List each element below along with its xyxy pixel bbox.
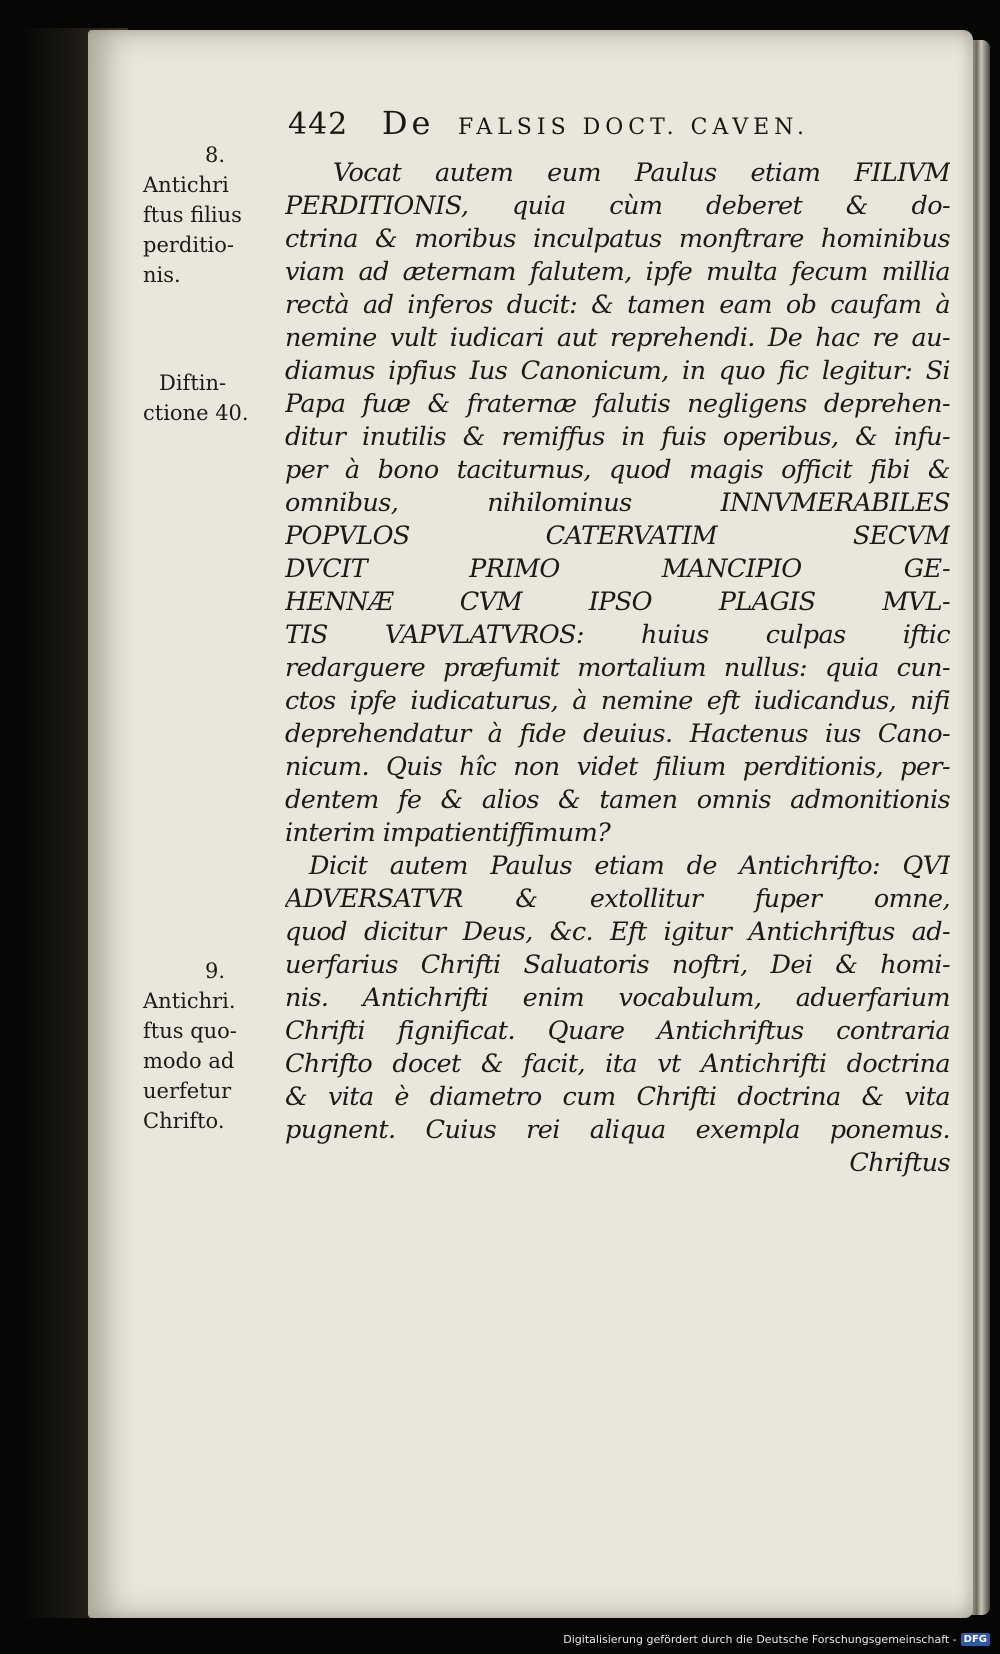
- catchword: Chriftus: [849, 1148, 950, 1178]
- margin-note-line: Chrifto.: [143, 1109, 225, 1133]
- text-line: per à bono taciturnus, quod magis officit fibi &: [285, 455, 950, 485]
- text-line: Chrifti fignificat. Quare Antichriftus contraria: [285, 1016, 950, 1046]
- text-line: diamus ipfius Ius Canonicum, in quo fic legitur: Si: [285, 356, 950, 386]
- text-line: dentem fe & alios & tamen omnis admonitionis: [285, 785, 950, 815]
- text-line: TIS VAPVLATVROS: huius culpas iftic: [285, 620, 950, 650]
- running-title-rest: FALSIS DOCT. CAVEN.: [457, 115, 809, 140]
- margin-note-line: ftus filius: [143, 203, 242, 227]
- dfg-logo: DFG: [961, 1633, 990, 1646]
- margin-note-line: nis.: [143, 263, 181, 287]
- text-line: ctos ipfe iudicaturus, à nemine eft iudicandus, nifi: [285, 686, 950, 716]
- margin-note-antichrist-adversary: [143, 956, 237, 1136]
- digitization-credit: [563, 1633, 990, 1646]
- text-line: PERDITIONIS, quia cùm deberet & do-: [285, 191, 950, 221]
- text-line: nemine vult iudicari aut reprehendi. De hac re au-: [285, 323, 950, 353]
- text-line: nis. Antichrifti enim vocabulum, aduerfarium: [285, 983, 950, 1013]
- text-line: rectà ad inferos ducit: & tamen eam ob caufam à: [285, 290, 950, 320]
- text-line: pugnent. Cuius rei aliqua exempla ponemus.: [285, 1115, 950, 1145]
- text-line: ctrina & moribus inculpatus monftrare hominibus: [285, 224, 950, 254]
- text-line: Chrifto docet & facit, ita vt Antichrifti doctrina: [285, 1049, 950, 1079]
- margin-note-distinctione: [143, 368, 249, 428]
- text-line: uerfarius Chrifti Saluatoris noftri, Dei & homi-: [285, 950, 950, 980]
- text-line: omnibus, nihilominus INNVMERABILES: [285, 488, 950, 518]
- running-head: [288, 104, 809, 142]
- margin-note-line: Antichri.: [143, 989, 236, 1013]
- margin-note-line: Diftin-: [159, 371, 227, 395]
- text-line: Dicit autem Paulus etiam de Antichrifto: QVI: [309, 851, 950, 881]
- text-line: HENNÆ CVM IPSO PLAGIS MVL-: [285, 587, 950, 617]
- text-line: ditur inutilis & remiffus in fuis operibus, & infu-: [285, 422, 950, 452]
- text-line: redarguere præfumit mortalium nullus: quia cun-: [285, 653, 950, 683]
- running-title-first-word: De: [381, 104, 435, 142]
- text-line: interim impatientiffimum?: [285, 818, 611, 848]
- margin-note-line: perditio-: [143, 233, 234, 257]
- text-line: deprehendatur à fide deuius. Hactenus ius Cano-: [285, 719, 950, 749]
- margin-note-line: ctione 40.: [143, 401, 249, 425]
- text-line: Papa fuæ & fraternæ falutis negligens deprehen-: [285, 389, 950, 419]
- text-line: viam ad æternam falutem, ipfe multa fecum millia: [285, 257, 950, 287]
- margin-note-line: modo ad: [143, 1049, 235, 1073]
- text-line: Vocat autem eum Paulus etiam FILIVM: [333, 158, 950, 188]
- margin-note-line: Antichri: [143, 173, 229, 197]
- margin-note-line: 8.: [205, 143, 226, 167]
- text-line: nicum. Quis hîc non videt filium perditionis, per-: [285, 752, 950, 782]
- text-line: ADVERSATVR & extollitur fuper omne,: [285, 884, 950, 914]
- page-number: 442: [288, 107, 349, 142]
- text-line: DVCIT PRIMO MANCIPIO GE-: [285, 554, 950, 584]
- text-line: quod dicitur Deus, &c. Eft igitur Antichriftus ad-: [285, 917, 950, 947]
- body-text: [285, 157, 950, 1180]
- text-line: & vita è diametro cum Chrifti doctrina & vita: [285, 1082, 950, 1112]
- credit-text: Digitalisierung gefördert durch die Deutsche Forschungsgemeinschaft -: [563, 1633, 957, 1646]
- margin-note-line: 9.: [205, 959, 226, 983]
- margin-note-line: ftus quo-: [143, 1019, 237, 1043]
- margin-note-line: uerfetur: [143, 1079, 232, 1103]
- margin-note-antichrist-son-of-perdition: [143, 140, 242, 290]
- text-line: POPVLOS CATERVATIM SECVM: [285, 521, 950, 551]
